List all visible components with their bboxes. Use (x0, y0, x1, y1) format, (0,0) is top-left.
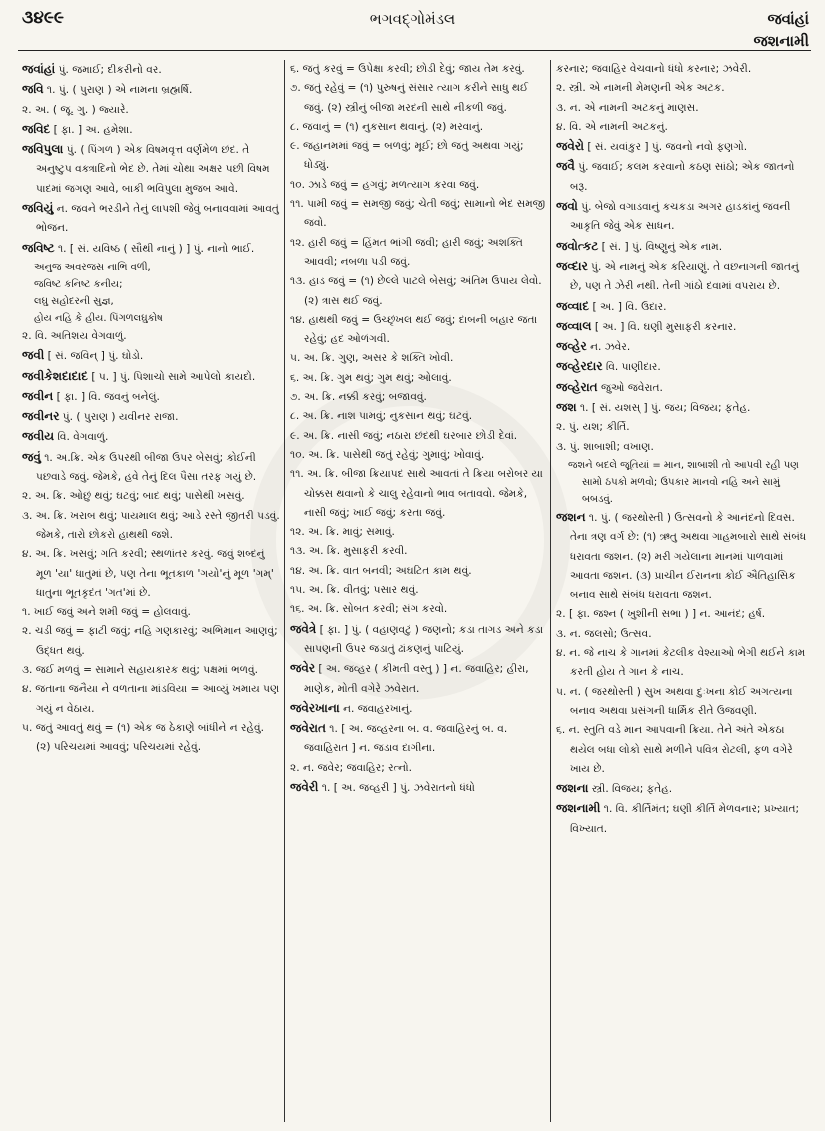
sense-line (290, 137, 546, 176)
dictionary-entry (556, 257, 810, 297)
definition-text: [ અ. ] વિ. ઉદાર. (589, 300, 667, 313)
definition-text: ૯. જહાનમમાં જવું = બળવું; મૂઈ; છો જતું અથવા ગયું; ધોડ્યું. (290, 140, 524, 172)
definition-text: ૭. અ. ક્રિ. નક્કી કરવું; બજાવવું. (290, 391, 427, 404)
headword: જવીય (22, 429, 55, 444)
definition-text: ન. ઝવેર. (586, 341, 631, 354)
definition-text: ૩. પું. શાબાશી; વખાણ. (556, 440, 654, 453)
dictionary-entry (290, 659, 546, 699)
quotation-line (22, 293, 280, 310)
column-divider (284, 60, 285, 1122)
quotation-line (22, 310, 280, 327)
sense-line (290, 369, 546, 388)
definition-text: [ અ. જવ્હર ( કીમતી વસ્તુ ) ] ન. જવાહિર; હીરા, માણેક, મોતી વગેરે ઝવેરાત. (304, 663, 529, 695)
definition-text: ૧. [ અ. જવ્હરના બ. વ. જવાહિરનું બ. વ. જવાહિરાત ] ન. જડાવ દાગીના. (304, 723, 508, 755)
sense-line (290, 759, 546, 778)
dictionary-entry (290, 719, 546, 759)
definition-text: ૧૩. અ. ક્રિ. મુસાફરી કરવી. (290, 545, 408, 558)
definition-text: ૭. જતું રહેવું = (૧) પુરુષનું સંસાર ત્યાગ કરીને સાધુ થઈ જવું. (૨) સ્ત્રીનું બીજા મરદની સાથે નીકળી જવું. (290, 82, 529, 114)
definition-text: [ સં. જવિન્ ] પું. ઘોડો. (44, 350, 144, 363)
headword: જવ્હેર (556, 339, 587, 354)
definition-text: ૧૧. પામી જવું = સમજી જવું; ચેતી જવું; સામાનો ભેદ સમજી જવો. (290, 198, 546, 230)
sense-line (22, 622, 280, 661)
quotation-line (22, 276, 280, 293)
dictionary-column-1 (22, 60, 280, 1122)
column-divider (550, 60, 551, 1122)
definition-text: ૧. [ સં. યશસ્ ] પું. જય; વિજય; ફતેહ. (576, 402, 751, 415)
sense-line (290, 446, 546, 465)
definition-text: પું. ( પિંગળ ) એક વિષમવૃત્ત વર્ણમેળ છંદ. તે અનુષ્ટુપ વક્ત્રાદિનો ભેદ છે. તેમાં ચોથા અક્ષર પછી વિષમ પાદમાં જગણ આવે, બાકી ભવિપુલા મુજબ આવે. (36, 144, 270, 195)
dictionary-entry (22, 60, 280, 80)
definition-text: ૧૬. અ. ક્રિ. સોબત કરવી; સંગ કરવો. (290, 603, 448, 616)
sense-line (22, 101, 280, 120)
dictionary-entry (556, 779, 810, 799)
dictionary-column-2 (290, 60, 546, 1122)
sense-line (290, 118, 546, 137)
sense-line (290, 465, 546, 523)
sense-line (556, 79, 810, 98)
dictionary-entry (22, 346, 280, 366)
headword: જવો (556, 199, 578, 214)
definition-text: ૧. વિ. કીર્તિમંત; ઘણી કીર્તિ મેળવનાર; પ્રખ્યાત; વિખ્યાત. (570, 803, 800, 835)
definition-text: ૨. [ ફા. જશ્ન ( ખુશીની સભા ) ] ન. આનંદ; હર્ષ. (556, 608, 766, 621)
sense-line (556, 605, 810, 624)
dictionary-entry (556, 337, 810, 357)
headword: જશન (556, 509, 586, 524)
definition-text: ૧૪. હાથથી જવું = ઉચ્છૃંખલ થઈ જવું; દાબની બહાર જતા રહેવું; હદ ઓળંગવી. (290, 313, 538, 346)
definition-text: [ સં. યવાંકુર ] પું. જવનો નવો ફણગો. (584, 141, 748, 154)
headword: જશના (556, 781, 589, 796)
sense-line (22, 603, 280, 622)
definition-text: ૩. જઈ મળવું = સામાને સહાયકારક થવું; પક્ષમાં ભળવું. (22, 664, 258, 677)
page-title: ભગવદ્ગોમંડલ (369, 10, 456, 28)
dictionary-entry (556, 297, 810, 317)
definition-text: ૪. ન. જે નાચ કે ગાનમાં કેટલીક વેશ્યાઓ ભેગી થઈને કામ કરતી હોય તે ગાન કે નાચ. (556, 647, 806, 679)
headword: જવેરાત (290, 721, 326, 736)
dictionary-entry (22, 140, 280, 199)
dictionary-entry (22, 80, 280, 100)
definition-text: [ ફા. ] પું. ( વહાણવટું ) જણનો; કડા તાગડ અને કડા સાપણની ઉપર જડાતું ઢાંકણનું પાટિયું. (304, 623, 544, 655)
sense-line (290, 523, 546, 542)
sense-line (290, 407, 546, 426)
definition-text: જુઓ જવેરાત. (597, 381, 663, 394)
headword: જવેરખાના (290, 700, 340, 715)
definition-text: ૬. ન. સ્તુતિ વડે માન આપવાની ક્રિયા. તેને અંતે એકઠા થયેલ બધા લોકો સાથે મળીને પવિત્ર રોટલી, ફળ વગેરે ખાય છે. (556, 724, 793, 775)
sense-line (22, 545, 280, 603)
headword: જવ્વાલ (556, 318, 592, 333)
page-number: ૩૪૯૯ (22, 8, 64, 28)
headword: જવું (22, 449, 41, 464)
definition-text: પું. જમાઈ; દીકરીનો વર. (55, 64, 162, 76)
definition-text: ૧૩. હાડ જવું = (૧) છેલ્લે પાટલે બેસવું; અંતિમ ઉપાય લેવો. (૨) ત્રાસ થઈ જવું. (290, 275, 542, 307)
headword: જવી (22, 348, 45, 363)
definition-text: ૧. પું. ( જરથોસ્તી ) ઉત્સવનો કે આનંદનો દિવસ. તેના ત્રણ વર્ગ છે: (૧) ઋતુ અથવા ગાહમબારો સાથે સંબંધ ધરાવતા જશન. (૨) મરી ગયેલાના માનમાં પાળવામાં આવતા જશન. (૩) પ્રાચીન ઈરાનના કોઈ ઐતિહાસિક બનાવ સાથે સંબંધ ધરાવતા જશન. (570, 511, 807, 602)
definition-text: ૧. અ.ક્રિ. એક ઉપરથી બીજા ઉપર બેસવું; કોઈની પછવાડે જવું. જેમકે, હવે તેનું દિલ પૈસા તરફ ગયું છે. (36, 451, 257, 484)
quotation-text: લઘુ સહોદરની સુજ્ઞ, (34, 295, 114, 307)
dictionary-entry (556, 398, 810, 418)
definition-text: ૧. ખાઈ જવું અને શમી જવું = હોલવાવું. (22, 606, 191, 619)
definition-text: ૬. જતું કરવું = ઉપેક્ષા કરવી; છોડી દેવું; જાય તેમ કરવું. (290, 63, 525, 75)
definition-text: ૪. અ. ક્રિ. ખસવું; ગતિ કરવી; સ્થળાંતર કરવું. જવું શબ્દનું મૂળ 'યા' ધાતુમાં છે, પણ તેના ભૂતકાળ 'ગયો'નું મૂળ 'ગમ્' ધાતુના ભૂતકૃદંત 'ગત'માં છે. (22, 548, 274, 599)
dictionary-entry (22, 367, 280, 387)
headword: જવેર (290, 661, 316, 676)
dictionary-entry (22, 407, 280, 427)
definition-text: ૩. અ. ક્રિ. ખરાબ થવું; પાયમાલ થવું; આડે રસ્તે જીતરી પડવું. જેમકે, તારો છોકરો હાથથી જશે. (22, 509, 280, 541)
definition-text: ૧૦. અ. ક્રિ. પાસેથી જતું રહેવું; ગુમાવું; ખોવાવું. (290, 448, 485, 461)
quotation-line (556, 457, 810, 508)
dictionary-entry (290, 699, 546, 719)
definition-text: ૨. સ્ત્રી. એ નામની મેમણની એક અટક. (556, 82, 725, 95)
headword: જવ્દાર (556, 258, 588, 273)
headword: જવિષ્ટ (22, 240, 55, 255)
headword: જશનામી (556, 801, 601, 816)
sense-line (290, 311, 546, 350)
sense-line (22, 487, 280, 506)
headword: જવીકેશદાદાદ (22, 368, 88, 383)
dictionary-entry (22, 387, 280, 407)
headword: જવિપુલા (22, 142, 64, 157)
headword: જવૈ (556, 159, 575, 174)
headword: જવીનર (22, 409, 60, 424)
headword: જવીન (22, 388, 54, 403)
sense-line (22, 661, 280, 680)
headword: જવોત્કટ (556, 238, 599, 253)
sense-line (556, 118, 810, 137)
dictionary-column-3 (556, 60, 810, 1122)
sense-line (290, 176, 546, 195)
dictionary-entry (556, 357, 810, 377)
dictionary-entry (556, 137, 810, 157)
sense-line (556, 418, 810, 437)
definition-text: ૩. ન. જલસો; ઉત્સવ. (556, 627, 652, 640)
definition-text: ૧૫. અ. ક્રિ. વીતવું; પસાર થવું. (290, 584, 419, 597)
definition-text: [ ફા. ] વિ. જવનું બનેલું. (53, 390, 160, 403)
dictionary-entry (556, 378, 810, 398)
definition-text: ૨. વિ. અતિશય વેગવાળું. (22, 329, 127, 342)
dictionary-entry (556, 157, 810, 197)
definition-text: ૧૨. હારી જવું = હિંમત ભાંગી જવી; હારી જવું; અશક્તિ આવવી; નબળા પડી જવું. (290, 236, 523, 268)
dictionary-entry (556, 317, 810, 337)
sense-line (556, 721, 810, 779)
definition-text: ૮. જવાનું = (૧) નુકસાન થવાનું. (૨) મરવાનું. (290, 120, 484, 133)
definition-text: ૧૪. અ. ક્રિ. વાત બનવી; અઘટિત કામ થવું. (290, 564, 472, 577)
sense-line (556, 683, 810, 722)
dictionary-entry (556, 508, 810, 605)
definition-text: ન. જવાહરખાનું. (339, 702, 413, 715)
definition-text: ૧. [ સં. યવિષ્ઠ ( સૌથી નાનું ) ] પું. નાનો ભાઈ. (54, 242, 255, 255)
definition-text: [ પ. ] પું. પિશાચો સામે આપેલો કાયદો. (88, 370, 256, 383)
headword: જવિ (22, 82, 44, 97)
headword: જવ્હેરદાર (556, 359, 603, 374)
sense-line (290, 195, 546, 234)
dictionary-entry (22, 199, 280, 239)
sense-line (22, 719, 280, 758)
definition-text: ૫. અ. ક્રિ. ગુણ, અસર કે શક્તિ ખોવી. (290, 352, 454, 365)
quotation-text: અનુજ અવરજસ નાભિ વળી, (34, 261, 151, 273)
sense-line (290, 349, 546, 368)
definition-text: [ અ. ] વિ. ઘણી મુસાફરી કરનાર. (591, 320, 737, 333)
definition-text: ૪. વિ. એ નામની અટકનું. (556, 120, 668, 133)
sense-line (290, 542, 546, 561)
definition-text: ૧૧. અ. ક્રિ. બીજા ક્રિયાપદ સાથે આવતાં તે ક્રિયા બરોબર યા ચોક્કસ થવાનો કે ચાલુ રહેવાનો ભાવ બતાવવો. જેમકે, નાસી જવું; ખાઈ જવું; કરતા જવું. (290, 468, 543, 519)
definition-text: વિ. વેગવાળું. (54, 431, 109, 444)
definition-text: ૨. ચડી જવું = ફાટી જવું; નહિ ગણકારવું; અભિમાન આણવું; ઉદ્ધત થવું. (22, 625, 278, 657)
definition-text: ૩. ન. એ નામની અટકનું માણસ. (556, 101, 699, 114)
dictionary-entry (290, 620, 546, 660)
definition-text: પું. ( પુરાણ ) યવીનર રાજા. (59, 411, 179, 424)
sense-line (290, 79, 546, 118)
definition-text: પું. બેજો વગાડવાનું કચકડા અગર હાડકાંનું જવની આકૃતિ જેવું એક સાધન. (570, 201, 791, 233)
sense-line (22, 680, 280, 719)
sense-line (290, 272, 546, 311)
sense-line (290, 60, 546, 79)
definition-text: ૨. અ. ક્રિ. ઓછું થવું; ઘટવું; બાદ થવું; પાસેથી ખસવું. (22, 490, 245, 503)
headword: જવાંહાં (22, 62, 56, 76)
headword: જવેત્રે (290, 621, 317, 636)
definition-text: ૨. અ. ( જૂ. ગુ. ) જ્યારે. (22, 103, 129, 116)
quotation-text: હોય નહિ કે હીય. પિંગળલઘુકોષ (34, 312, 163, 324)
dictionary-entry (22, 427, 280, 447)
dictionary-entry (22, 120, 280, 140)
sense-line (556, 99, 810, 118)
sense-line (556, 625, 810, 644)
definition-text: [ સં. ] પું. વિષ્ણુનું એક નામ. (598, 240, 723, 253)
definition-text: ૫. ન. ( જરથોસ્તી ) સુખ અથવા દુઃખના કોઈ અગત્યના બનાવ અથવા પ્રસંગની ધાર્મિક રીતે ઉજવણી. (556, 685, 793, 717)
definition-text: ૧૨. અ. ક્રિ. માવું; સમાવું. (290, 526, 395, 539)
sense-line (290, 581, 546, 600)
definition-text: ૧. [ અ. જવ્હરી ] પું. ઝવેરાતનો ધંધો (318, 781, 475, 794)
definition-text: પું. જવાઈ; કલમ કરવાનો કઠણ સાંઠો; એક જાતનો બરૂ. (570, 161, 795, 193)
definition-text: ૮. અ. ક્રિ. નાશ પામવું; નુકસાન થવું; ઘટવું. (290, 410, 473, 423)
header-rule (18, 50, 811, 51)
definition-text: ન. જવને ભરડીને તેનું લાપશી જેવું બનાવવામાં આવતું ભોજન. (36, 203, 279, 235)
definition-text: ૨. ન. જવેર; જવાહિર; રત્નો. (290, 761, 412, 774)
sense-line (556, 644, 810, 683)
sense-line (556, 438, 810, 457)
quotation-line (22, 259, 280, 276)
headword: જવેરો (556, 139, 585, 154)
definition-text: ૨. પું. યશ; કીર્તિ. (556, 421, 630, 434)
sense-line (556, 60, 810, 79)
sense-line (22, 507, 280, 546)
sense-line (290, 388, 546, 407)
headword: જવ્વાદ (556, 298, 590, 313)
definition-text: ૧. પું. ( પુરાણ ) એ નામના બ્રહ્મર્ષિ. (43, 84, 193, 97)
headword: જવિદ (22, 121, 51, 136)
definition-text: વિ. પાણીદાર. (602, 361, 661, 374)
dictionary-entry (290, 778, 546, 798)
definition-text: ૬. અ. ક્રિ. ગુમ થવું; ગુમ થવું; ઓલાવું. (290, 371, 452, 384)
sense-line (290, 562, 546, 581)
guide-word-first: જવાંહાં (767, 10, 809, 28)
sense-line (290, 234, 546, 273)
guide-words (754, 8, 810, 52)
dictionary-entry (556, 799, 810, 839)
definition-text: સ્ત્રી. વિજય; ફતેહ. (588, 783, 673, 796)
definition-text: ૧૦. ઝાડે જવું = હગવું; મળત્યાગ કરવા જવું. (290, 178, 480, 191)
headword: જવ્હેરાત (556, 379, 598, 394)
sense-line (22, 327, 280, 346)
headword: જશ (556, 400, 577, 415)
quotation-text: જશને બદલે જૂતિયાં = માન, શાબાશી તો આપવી રહી પણ સામો ઠપકો મળવો; ઉપકાર માનવો નહિ અને સામું બબડવું. (568, 459, 799, 505)
guide-word-last: જશનામી (753, 32, 809, 50)
headword: જવેરી (290, 779, 319, 794)
dictionary-entry (22, 448, 280, 488)
definition-text: [ ફા. ] અ. હમેશા. (50, 123, 133, 136)
sense-line (290, 600, 546, 619)
definition-text: ૯. અ. ક્રિ. નાસી જવું; નઠારા છંદથી ઘરબાર છોડી દેવાં. (290, 429, 518, 442)
page-header (0, 8, 825, 56)
dictionary-entry (22, 239, 280, 259)
headword: જવિયું (22, 201, 54, 216)
sense-line (290, 427, 546, 446)
dictionary-entry (556, 237, 810, 257)
definition-text: કરનાર; જવાહિર વેચવાનો ધંધો કરનાર; ઝવેરી. (556, 63, 752, 75)
quotation-text: જવિષ્ટ કનિષ્ટ કનીય; (34, 278, 123, 290)
dictionary-entry (556, 197, 810, 237)
definition-text: ૫. જતું આવતું થવું = (૧) એક જ ઠેકાણે બાંધીને ન રહેવું. (૨) પરિચયમાં આવવું; પરિચયમાં રહેવું. (22, 721, 264, 754)
definition-text: ૪. જતાના જનૈયા ને વળતાના માંડવિયા = આવ્યું ખમાય પણ ગયું ન વેઠાય. (22, 683, 280, 715)
definition-text: પું. એ નામનું એક કરિયાણું. તે વછનાગની જાતનું છે, પણ તે ઝેરી નથી. તેની ગાંઠો દવામાં વપરાય છે. (570, 260, 799, 293)
